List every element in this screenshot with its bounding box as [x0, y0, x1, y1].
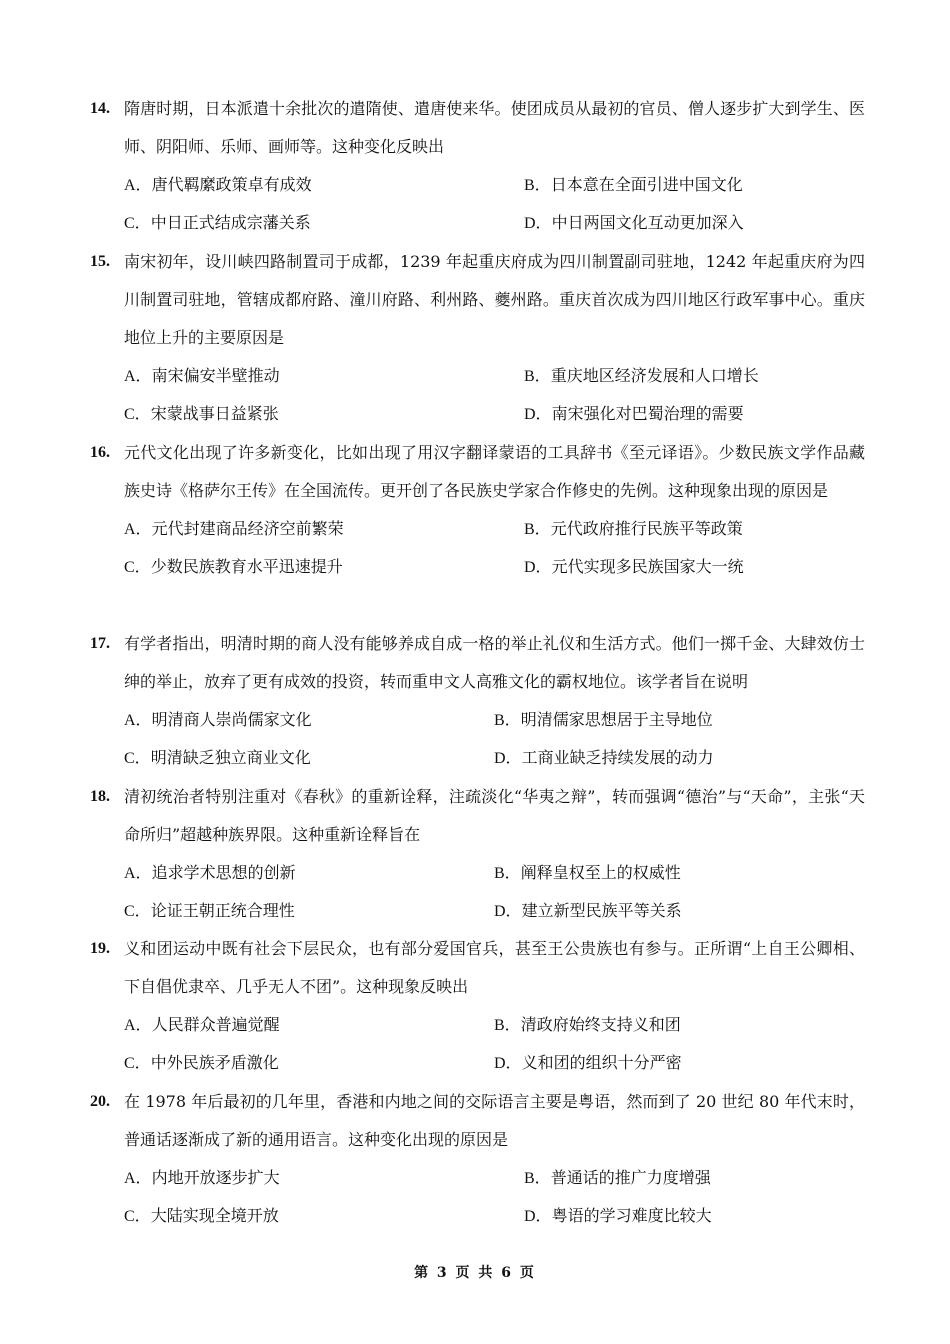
options — [124, 1159, 865, 1235]
option-c: C．论证王朝正统合理性 — [124, 901, 295, 920]
option-d: D．义和团的组织十分严密 — [494, 1053, 682, 1072]
option-c: C．少数民族教育水平迅速提升 — [124, 557, 343, 576]
question-number: 15. — [90, 253, 110, 270]
option-a: A．元代封建商品经济空前繁荣 — [124, 519, 344, 538]
option-a: A．南宋偏安半壁推动 — [124, 366, 280, 385]
option-c: C．明清缺乏独立商业文化 — [124, 748, 311, 767]
question-stem: 清初统治者特别注重对《春秋》的重新诠释，注疏淡化“华夷之辩”，转而强调“德治”与“天命”，主张“天命所归”超越种族界限。这种重新诠释旨在 — [124, 787, 865, 844]
option-c: C．中日正式结成宗藩关系 — [124, 213, 311, 232]
option-c: C．宋蒙战事日益紧张 — [124, 404, 279, 423]
question-17 — [90, 625, 865, 777]
option-d: D．元代实现多民族国家大一统 — [524, 557, 744, 576]
question-16 — [90, 434, 865, 586]
option-a: A．明清商人崇尚儒家文化 — [124, 710, 312, 729]
question-15 — [90, 243, 865, 433]
question-stem: 元代文化出现了许多新变化，比如出现了用汉字翻译蒙语的工具辞书《至元译语》。少数民族文学作品藏族史诗《格萨尔王传》在全国流传。更开创了各民族史学家合作修史的先例。这种现象出现的原因是 — [124, 443, 865, 500]
options — [124, 1006, 865, 1082]
question-stem: 南宋初年，设川峡四路制置司于成都，1239 年起重庆府成为四川制置副司驻地，1242 年起重庆府为四川制置司驻地，管辖成都府路、潼川府路、利州路、夔州路。重庆首次成为四川地区行政军事中心。重庆地位上升的主要原因是 — [124, 252, 865, 347]
option-c: C．大陆实现全境开放 — [124, 1206, 279, 1225]
option-b: B．普通话的推广力度增强 — [524, 1168, 711, 1187]
question-18 — [90, 778, 865, 930]
question-stem: 义和团运动中既有社会下层民众，也有部分爱国官兵，甚至王公贵族也有参与。正所谓“上自王公卿相、下自倡优隶卒、几乎无人不团”。这种现象反映出 — [124, 939, 865, 996]
page-footer: 第 3 页 共 6 页 — [414, 1265, 536, 1281]
question-number: 14. — [90, 100, 110, 117]
option-b: B．元代政府推行民族平等政策 — [524, 519, 743, 538]
question-14 — [90, 90, 865, 242]
options — [124, 854, 865, 930]
options — [124, 357, 865, 433]
option-a: A．内地开放逐步扩大 — [124, 1168, 280, 1187]
options — [124, 510, 865, 586]
options — [124, 166, 865, 242]
option-a: A．追求学术思想的创新 — [124, 863, 296, 882]
option-b: B．明清儒家思想居于主导地位 — [494, 710, 713, 729]
option-b: B．清政府始终支持义和团 — [494, 1015, 681, 1034]
option-d: D．工商业缺乏持续发展的动力 — [494, 748, 714, 767]
question-number: 19. — [90, 940, 110, 957]
option-d: D．建立新型民族平等关系 — [494, 901, 682, 920]
question-number: 17. — [90, 635, 110, 652]
options — [124, 701, 865, 777]
option-d: D．中日两国文化互动更加深入 — [524, 213, 744, 232]
option-b: B．阐释皇权至上的权威性 — [494, 863, 681, 882]
question-number: 18. — [90, 788, 110, 805]
question-number: 16. — [90, 444, 110, 461]
question-19 — [90, 930, 865, 1082]
question-stem: 有学者指出，明清时期的商人没有能够养成自成一格的举止礼仪和生活方式。他们一掷千金、大肆效仿士绅的举止，放弃了更有成效的投资，转而重申文人高雅文化的霸权地位。该学者旨在说明 — [124, 634, 865, 691]
option-b: B．重庆地区经济发展和人口增长 — [524, 366, 759, 385]
option-d: D．南宋强化对巴蜀治理的需要 — [524, 404, 744, 423]
option-a: A．人民群众普遍觉醒 — [124, 1015, 280, 1034]
question-stem: 在 1978 年后最初的几年里，香港和内地之间的交际语言主要是粤语，然而到了 20 世纪 80 年代末时，普通话逐渐成了新的通用语言。这种变化出现的原因是 — [124, 1092, 865, 1149]
option-d: D．粤语的学习难度比较大 — [524, 1206, 712, 1225]
option-c: C．中外民族矛盾激化 — [124, 1053, 279, 1072]
question-20 — [90, 1083, 865, 1235]
option-b: B．日本意在全面引进中国文化 — [524, 175, 743, 194]
question-number: 20. — [90, 1093, 110, 1110]
question-stem: 隋唐时期，日本派遣十余批次的遣隋使、遣唐使来华。使团成员从最初的官员、僧人逐步扩大到学生、医师、阴阳师、乐师、画师等。这种变化反映出 — [124, 99, 865, 156]
option-a: A．唐代羁縻政策卓有成效 — [124, 175, 312, 194]
